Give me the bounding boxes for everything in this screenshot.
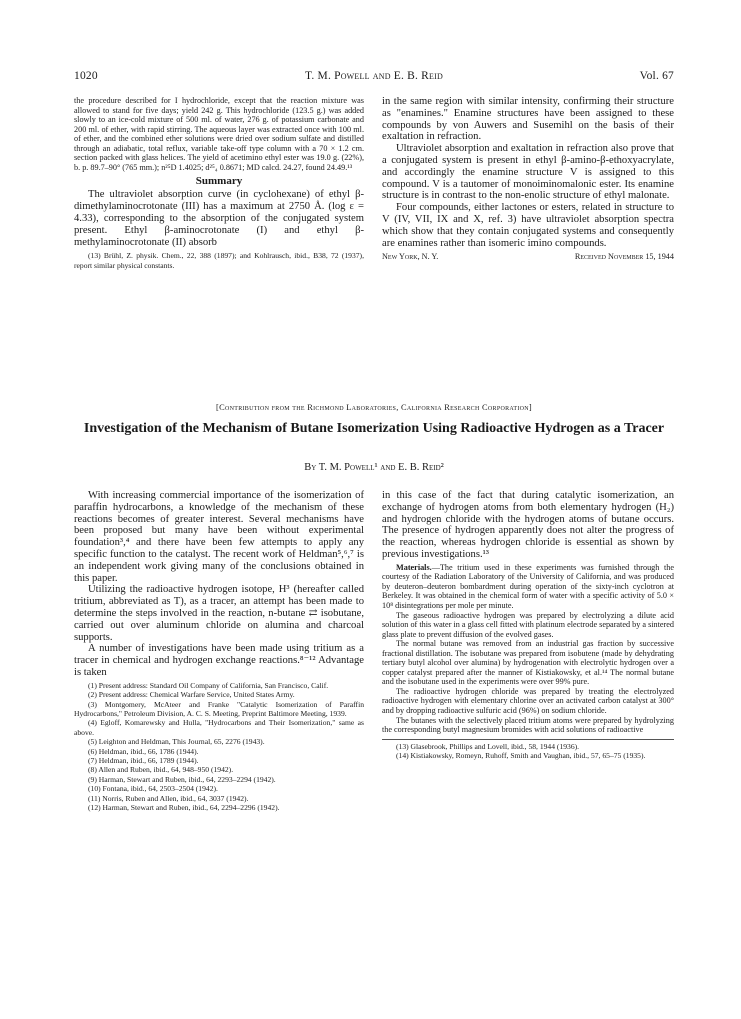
running-authors: T. M. Powell and E. B. Reid: [305, 70, 443, 82]
summary-paragraph: in the same region with similar intensity, confirming their structure as "enamines." Enamine structures have been assigned to these compounds by von Auwers and Susemihl on the basis of their exaltation in refraction.: [382, 96, 674, 143]
materials-text: —The tritium used in these experiments was furnished through the courtesy of the Radiation Laboratory of the University of California, and was produced by deuteron–deuteron bombardment during operation of the sixty-inch cyclotron at Berkeley. It was obtained in the chemical form of water with a specific activity of 5.0 × 10⁸ disintegrations per mole per minute.: [382, 562, 674, 610]
experimental-text: the procedure described for I hydrochloride, except that the reaction mixture was allowed to stand for five days; yield 242 g. This hydrochloride (123.5 g.) was added slowly to an ice-cold mixture of 500 ml. of water, 276 g. of potassium carbonate and 200 ml. of ether, with rapid stirring. The aqueous layer was extracted once with 100 ml. of ether, and the combined ether solutions were dried over sodium sulfate and distilled through an adiabatic, total reflux, variable take-off type column with a 70 × 1.2 cm. section packed with glass helices. The yield of acetimino ethyl ester was 19.0 g. (22%), b. p. 89.7–90° (765 mm.); n²⁵D 1.4025; d²⁵₄ 0.8671; MD calcd. 24.27, found 24.49.¹³: [74, 96, 364, 172]
received-date: Received November 15, 1944: [574, 252, 674, 262]
article-title: Investigation of the Mechanism of Butane Isomerization Using Radioactive Hydrogen as a Tracer: [83, 421, 665, 436]
body-paragraph: With increasing commercial importance of the isomerization of paraffin hydrocarbons, a knowledge of the mechanism of these reactions becomes of greater interest. Several mechanisms have been proposed but many have been without experimental foundation³,⁴ and there have been few attempts to apply any specific function to the catalyst. The recent work of Heldman⁵,⁶,⁷ is an independent work giving many of the conclusions obtained in this paper.: [74, 490, 364, 584]
footnote: (8) Allen and Ruben, ibid., 64, 948–950 (1942).: [88, 765, 234, 775]
running-header: [74, 70, 674, 84]
footnote: (11) Norris, Ruben and Allen, ibid., 64, 3037 (1942).: [88, 793, 249, 803]
body-paragraph: A number of investigations have been made using tritium as a tracer in chemical and hydrogen exchange reactions.⁸⁻¹² Advantage is taken: [74, 643, 364, 678]
body-paragraph: The gaseous radioactive hydrogen was prepared by electrolyzing a dilute acid solution of this water in a glass cell fitted with platinum electrode separated by a sintered glass plate to prevent diffusion of the evolved gases.: [382, 610, 674, 639]
footnote: (7) Heldman, ibid., 66, 1789 (1944).: [88, 756, 199, 765]
materials-label: Materials.: [396, 562, 432, 572]
footnote: (10) Fontana, ibid., 64, 2503–2504 (1942).: [88, 784, 218, 794]
footnote-13: (13) Brühl, Z. physik. Chem., 22, 388 (1897); and Kohlrausch, ibid., B38, 72 (1937), report similar physical constants.: [74, 251, 364, 270]
footnote: (5) Leighton and Heldman, This Journal, 65, 2276 (1943).: [88, 737, 265, 747]
signature-line: [382, 252, 674, 261]
summary-heading: Summary: [195, 175, 243, 188]
footnote: (14) Kistiakowsky, Romeyn, Ruhoff, Smith and Vaughan, ibid., 57, 65–75 (1935).: [396, 751, 646, 761]
footnote: (12) Harman, Stewart and Ruben, ibid., 64, 2294–2296 (1942).: [88, 803, 280, 813]
article-left-column: [74, 490, 364, 812]
byline: By T. M. Powell¹ and E. B. Reid²: [304, 462, 444, 473]
contribution-line: [Contribution from the Richmond Laboratories, California Research Corporation]: [215, 403, 532, 412]
body-paragraph: The normal butane was removed from an industrial gas fraction by successive fractional distillation. The isobutane was prepared from isobutene (made by dehydrating tertiary butyl alcohol over alumina) by hydrogenation with electrolytic hydrogen over a copper catalyst prepared after the manner of Kistiakowsky, et al.¹⁴ The normal butane and the isobutane used in the experiments were over 99% pure.: [382, 639, 674, 687]
body-paragraph: in this case of the fact that during catalytic isomerization, an exchange of hydrogen atoms from both elementary hydrogen (H₂) and hydrogen chloride with the hydrogen atoms of butane occurs. The presence of hydrogen apparently does not alter the progress of the reaction, whereas hydrogen chloride is essential as shown by previous investigations.¹³: [382, 490, 674, 560]
location: New York, N. Y.: [382, 252, 439, 262]
footnote: (9) Harman, Stewart and Ruben, ibid., 64, 2293–2294 (1942).: [88, 774, 276, 784]
footnote: (3) Montgomery, McAteer and Franke "Catalytic Isomerization of Paraffin Hydrocarbons," Petroleum Division, A. C. S. Meeting, Preprint Baltimore Meeting, 1939.: [74, 699, 364, 718]
footnote: (6) Heldman, ibid., 66, 1786 (1944).: [88, 746, 199, 756]
footnote: (13) Glasebrook, Phillips and Lovell, ibid., 58, 1944 (1936).: [396, 741, 580, 751]
page-number: 1020: [74, 70, 98, 82]
summary-paragraph: Ultraviolet absorption and exaltation in refraction also prove that a conjugated system is present in ethyl β-amino-β-ethoxyacrylate, and accordingly the enamine structure V is assigned to this compound. V is a tautomer of monoiminomalonic ester. Its enamine structure is in contrast to the non-enolic structure of ethyl malonate.: [382, 143, 674, 202]
body-paragraph: Utilizing the radioactive hydrogen isotope, H³ (hereafter called tritium, abbreviated as T), as a tracer, an attempt has been made to determine the steps involved in the reaction, n-butane ⇄ isobutane, carried out over aluminum chloride on alumina and charcoal supports.: [74, 584, 364, 643]
body-paragraph: The radioactive hydrogen chloride was prepared by treating the electrolyzed radioactive hydrogen with elementary chlorine over an activated carbon catalyst at 300° and by dropping radioactive sulfuric acid (96%) on sodium chloride.: [382, 686, 674, 715]
materials-paragraph: [382, 563, 674, 611]
volume-label: Vol. 67: [639, 70, 674, 82]
prev-article-right-column: [382, 96, 674, 261]
summary-paragraph: The ultraviolet absorption curve (in cyclohexane) of ethyl β-dimethylaminocrotonate (III) has a maximum at 2750 Å. (log ε = 4.33), corresponding to the absorption of the conjugated system present. Ethyl β-aminocrotonate (I) and ethyl β-methylaminocrotonate (II) absorb: [74, 189, 364, 248]
prev-article-left-column: [74, 96, 364, 270]
summary-paragraph: Four compounds, either lactones or esters, related in structure to V (IV, VII, IX and X, ref. 3) have ultraviolet absorption spectra which show that they contain conjugated systems and consequently are enamines rather than isomeric imino compounds.: [382, 202, 674, 249]
footnote: (1) Present address: Standard Oil Company of California, San Francisco, Calif.: [88, 680, 329, 690]
article-right-column: [382, 490, 674, 760]
footnote: (2) Present address: Chemical Warfare Service, United States Army.: [88, 690, 295, 700]
body-paragraph: The butanes with the selectively placed tritium atoms were prepared by hydrolyzing the corresponding butyl magnesium bromides with acid solutions of radioactive: [382, 715, 674, 735]
footnotes-left: [74, 681, 364, 813]
footnotes-right: [382, 739, 674, 761]
footnote: (4) Egloff, Komarewsky and Hulla, "Hydrocarbons and Their Isomerization," same as above.: [74, 718, 364, 737]
